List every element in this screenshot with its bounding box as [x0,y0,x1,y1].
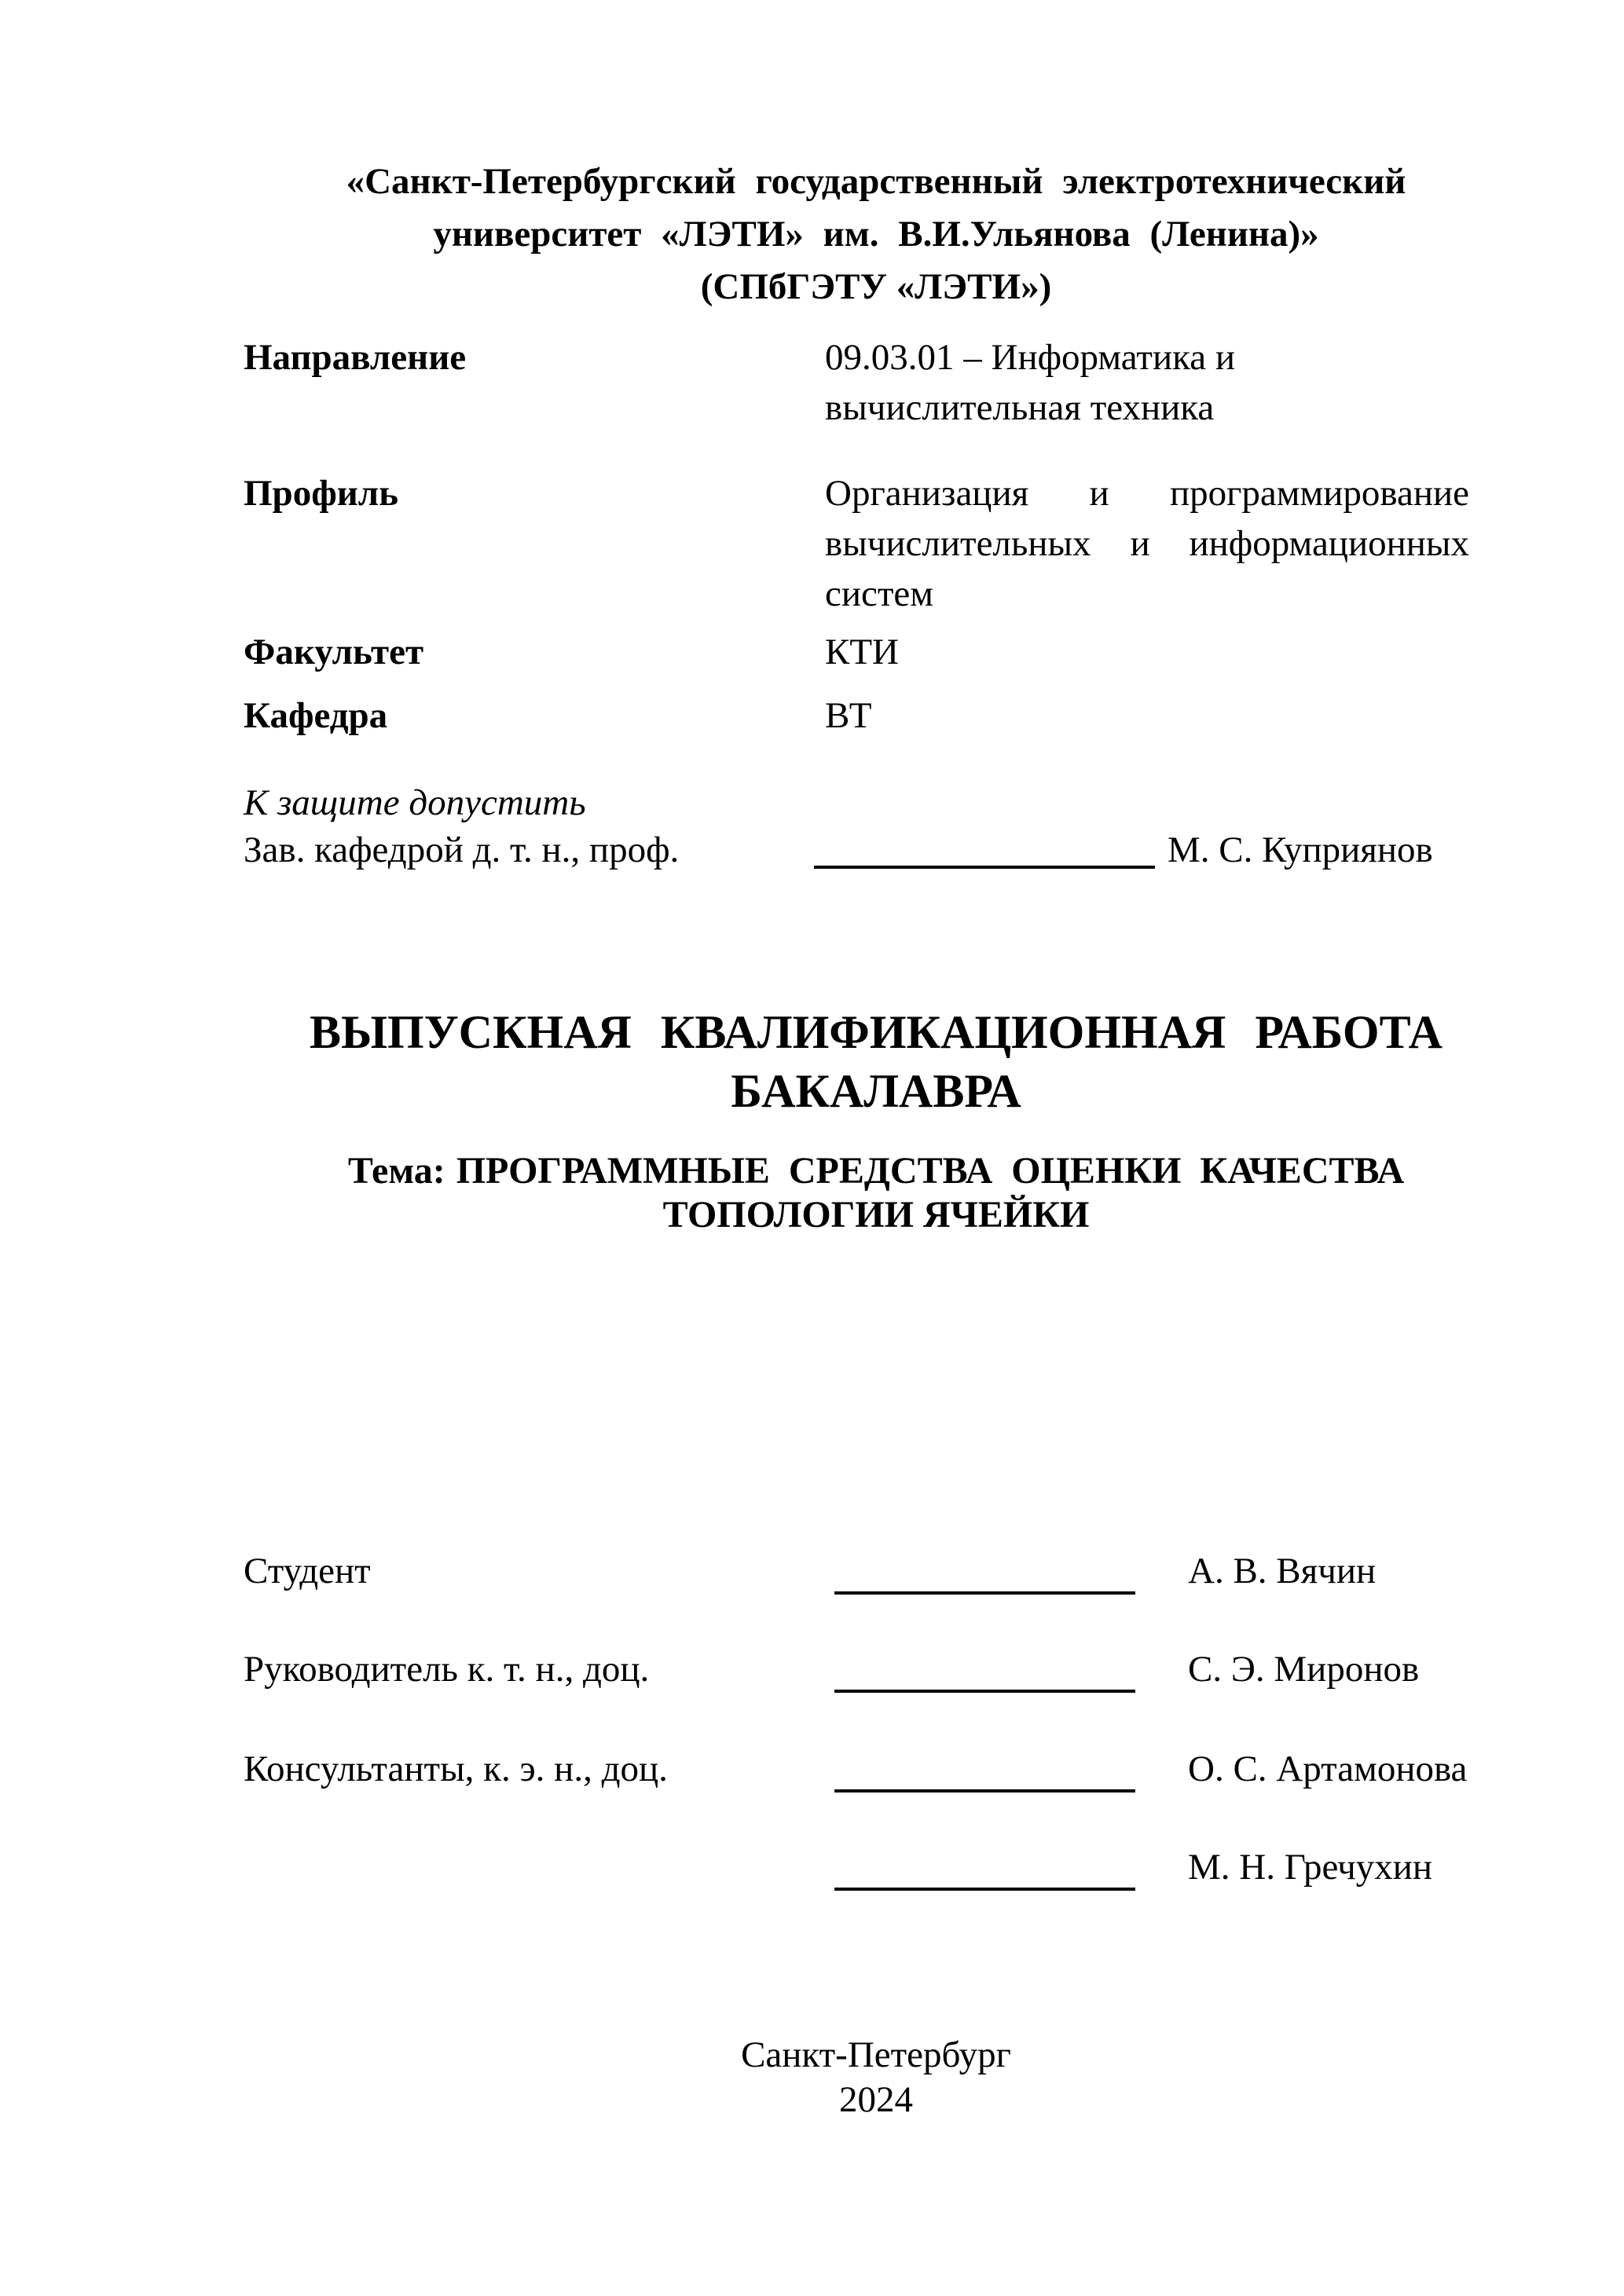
approval-row [244,825,1509,888]
signature-row-consultant-1 [244,1744,1509,1814]
supervisor-signature-line [834,1690,1135,1693]
consultant-2-name: М. Н. Гречухин [1188,1847,1433,1888]
field-row-faculty [244,627,1509,677]
signature-role-student: Студент [244,1551,371,1591]
direction-label: Направление [244,337,467,378]
supervisor-name: С. Э. Миронов [1188,1649,1420,1690]
profile-label: Профиль [244,473,399,514]
student-name: А. В. Вячин [1188,1551,1377,1591]
thesis-theme [244,1149,1509,1237]
approver-name: М. С. Куприянов [1168,829,1433,870]
signature-row-supervisor [244,1644,1509,1715]
profile-value: Организация и программирование вычислительных и информационных систем [825,473,1469,614]
theme-line-1 [244,1149,1509,1193]
theme-title-part-2: ТОПОЛОГИИ ЯЧЕЙКИ [662,1194,1090,1236]
theme-title-part-1: ПРОГРАММНЫЕ СРЕДСТВА ОЦЕНКИ КАЧЕСТВА [456,1150,1405,1192]
university-name-line-2: университет «ЛЭТИ» им. В.И.Ульянова (Ленина)» [433,214,1319,255]
university-name-line-1: «Санкт-Петербургский государственный электротехнический [346,161,1406,202]
faculty-value: КТИ [825,632,899,672]
student-signature-line [834,1591,1135,1595]
work-title [244,1003,1509,1121]
university-header [244,156,1509,313]
department-value: ВТ [825,695,872,736]
approval-note: К защите допустить [244,782,586,823]
signature-role-consultants: Консультанты, к. э. н., доц. [244,1749,668,1789]
signature-row-consultant-2 [244,1842,1509,1913]
field-row-profile [244,468,1509,619]
field-row-department [244,690,1509,741]
signature-role-supervisor: Руководитель к. т. н., доц. [244,1649,650,1690]
department-label: Кафедра [244,695,388,736]
consultant-1-signature-line [834,1789,1135,1792]
footer-city: Санкт-Петербург [741,2034,1011,2075]
info-fields [244,332,1509,741]
consultant-2-signature-line [834,1888,1135,1891]
footer-year: 2024 [839,2079,913,2120]
work-title-line-1: ВЫПУСКНАЯ КВАЛИФИКАЦИОННАЯ РАБОТА [310,1006,1443,1058]
approval-signature-line [814,866,1155,869]
work-title-line-2: БАКАЛАВРА [731,1065,1021,1117]
footer [244,2033,1509,2122]
faculty-label: Факультет [244,632,424,672]
signature-row-student [244,1546,1509,1617]
approver-position: Зав. кафедрой д. т. н., проф. [244,829,680,870]
university-abbreviation: (СПбГЭТУ «ЛЭТИ») [700,266,1052,307]
field-row-direction [244,332,1509,433]
consultant-1-name: О. С. Артамонова [1188,1749,1468,1789]
theme-label: Тема: [347,1150,445,1192]
direction-value: 09.03.01 – Информатика и вычислительная техника [825,337,1235,428]
